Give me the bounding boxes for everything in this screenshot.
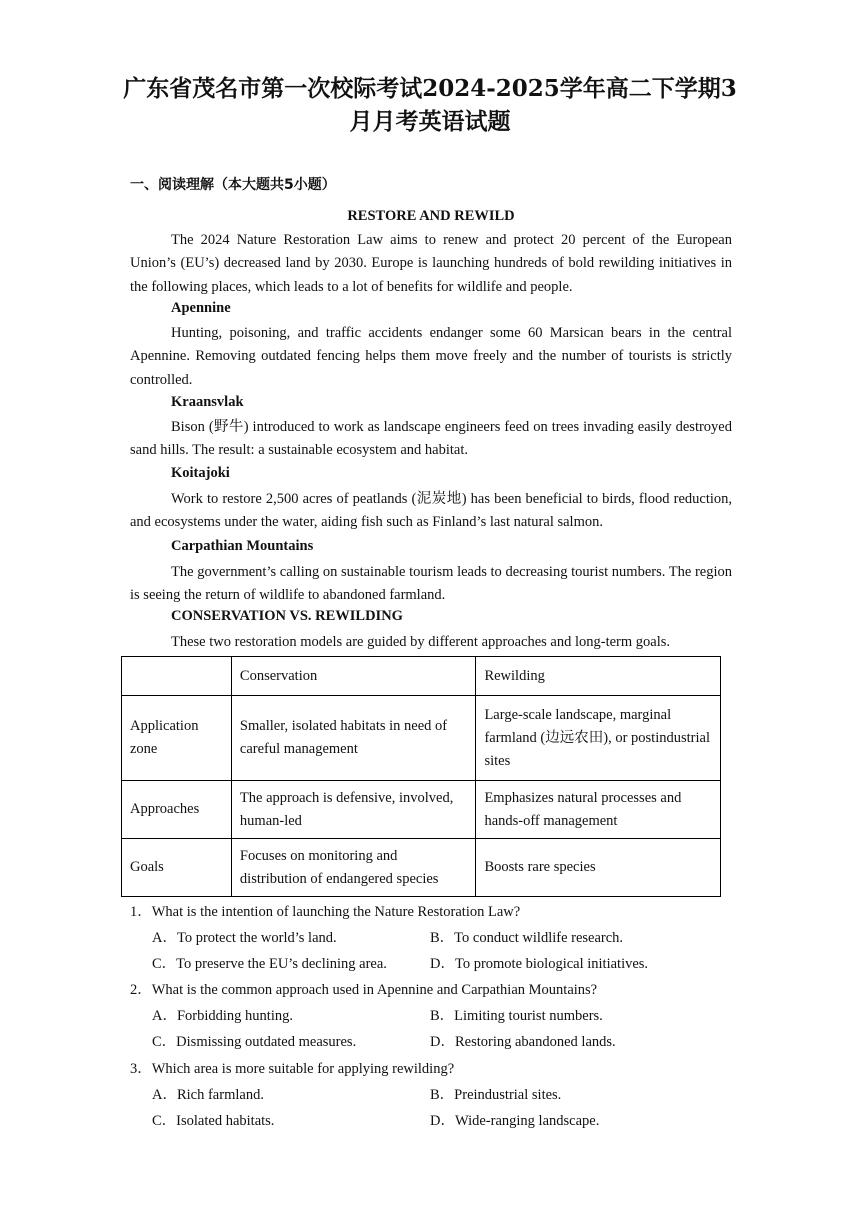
place-heading-koitajoki: Koitajoki bbox=[171, 465, 230, 481]
exam-title bbox=[100, 72, 760, 138]
question-3-option-c[interactable]: C．Isolated habitats. bbox=[152, 1113, 275, 1129]
question-3-option-d[interactable]: D．Wide-ranging landscape. bbox=[430, 1113, 600, 1129]
place-text-kraansvlak: Bison (野牛) introduced to work as landscape engineers feed on trees invading easily destroyed sand hills. The result: a sustainable ecosystem and habitat. bbox=[130, 419, 732, 459]
question-2-option-b[interactable]: B．Limiting tourist numbers. bbox=[430, 1008, 603, 1024]
table-cell: Approaches bbox=[122, 781, 232, 839]
table-cell: The approach is defensive, involved, human-led bbox=[231, 781, 476, 839]
exam-title-line-2: 月月考英语试题 bbox=[349, 108, 511, 135]
table-cell: Boosts rare species bbox=[476, 839, 721, 897]
table-header-row bbox=[122, 657, 721, 696]
question-3-stem: 3．Which area is more suitable for applying rewilding? bbox=[130, 1061, 455, 1077]
question-1-stem: 1．What is the intention of launching the Nature Restoration Law? bbox=[130, 904, 521, 920]
exam-title-line-1: 广东省茂名市第一次校际考试2024-2025学年高二下学期3 bbox=[123, 75, 737, 102]
question-1-option-d[interactable]: D．To promote biological initiatives. bbox=[430, 956, 649, 972]
question-2-option-c[interactable]: C．Dismissing outdated measures. bbox=[152, 1034, 357, 1050]
table-header-cell bbox=[122, 657, 232, 696]
table-header-cell: Conservation bbox=[231, 657, 476, 696]
question-1-option-c[interactable]: C．To preserve the EU’s declining area. bbox=[152, 956, 387, 972]
section-heading: 一、阅读理解（本大题共5小题） bbox=[130, 177, 336, 193]
question-2-option-a[interactable]: A．Forbidding hunting. bbox=[152, 1008, 293, 1024]
question-3-option-a[interactable]: A．Rich farmland. bbox=[152, 1087, 264, 1103]
table-row bbox=[122, 781, 721, 839]
place-heading-carpathian: Carpathian Mountains bbox=[171, 538, 314, 554]
table-header-cell: Rewilding bbox=[476, 657, 721, 696]
place-text-koitajoki: Work to restore 2,500 acres of peatlands (泥炭地) has been beneficial to birds, flood reduction, and ecosystems under the water, aiding fish such as Finland’s last natural salmon. bbox=[130, 491, 732, 531]
table-cell: Smaller, isolated habitats in need of careful management bbox=[231, 696, 476, 781]
place-heading-apennine: Apennine bbox=[171, 300, 231, 316]
table-row bbox=[122, 696, 721, 781]
passage-title: RESTORE AND REWILD bbox=[347, 208, 515, 224]
place-text-carpathian: The government’s calling on sustainable tourism leads to decreasing tourist numbers. The region is seeing the return of wildlife to abandoned farmland. bbox=[130, 564, 732, 604]
table-row bbox=[122, 839, 721, 897]
place-text-apennine: Hunting, poisoning, and traffic accidents endanger some 60 Marsican bears in the central Apennine. Removing outdated fencing helps them move freely and the number of tourists is strictly controlled. bbox=[130, 325, 732, 388]
table-cell: Application zone bbox=[122, 696, 232, 781]
table-cell: Emphasizes natural processes and hands-off management bbox=[476, 781, 721, 839]
comparison-table bbox=[121, 656, 721, 897]
table-cell: Focuses on monitoring and distribution of endangered species bbox=[231, 839, 476, 897]
question-1-option-a[interactable]: A．To protect the world’s land. bbox=[152, 930, 337, 946]
intro-paragraph: The 2024 Nature Restoration Law aims to renew and protect 20 percent of the European Union’s (EU’s) decreased land by 2030. Europe is launching hundreds of bold rewilding initiatives in the following places, which leads to a lot of benefits for wildlife and people. bbox=[130, 232, 732, 295]
compare-intro: These two restoration models are guided by different approaches and long-term goals. bbox=[171, 634, 671, 650]
question-2-option-d[interactable]: D．Restoring abandoned lands. bbox=[430, 1034, 616, 1050]
place-heading-kraansvlak: Kraansvlak bbox=[171, 394, 244, 410]
table-cell: Goals bbox=[122, 839, 232, 897]
question-3-option-b[interactable]: B．Preindustrial sites. bbox=[430, 1087, 562, 1103]
question-2-stem: 2．What is the common approach used in Apennine and Carpathian Mountains? bbox=[130, 982, 598, 998]
question-1-option-b[interactable]: B．To conduct wildlife research. bbox=[430, 930, 624, 946]
table-cell: Large-scale landscape, marginal farmland (边远农田), or postindustrial sites bbox=[476, 696, 721, 781]
compare-heading: CONSERVATION VS. REWILDING bbox=[171, 608, 403, 624]
